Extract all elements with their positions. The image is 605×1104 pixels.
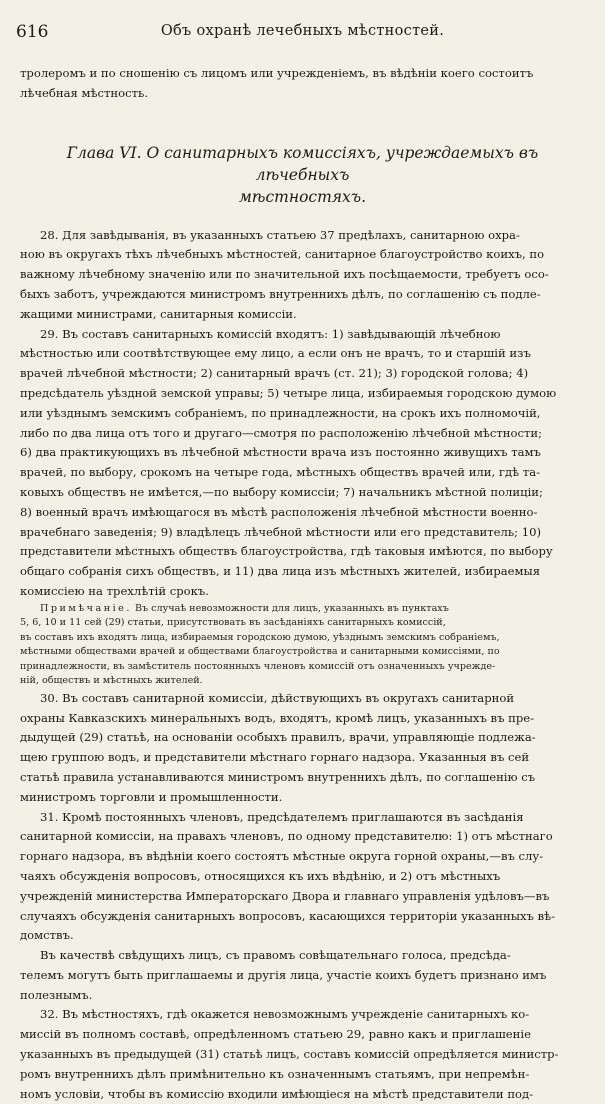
note-line: мѣстными обществами врачей и обществами благоустройства и санитарными комиссіями, по xyxy=(20,646,500,658)
paragraph-32 xyxy=(20,1005,585,1104)
text-line: Въ качествѣ свѣдущихъ лицъ, съ правомъ совѣщательнаго голоса, предсѣда- xyxy=(40,948,511,963)
text-line: 31. Кромѣ постоянныхъ членовъ, предсѣдателемъ приглашаются въ засѣданія xyxy=(40,809,524,824)
paragraph-29 xyxy=(20,325,585,602)
page-body xyxy=(20,64,585,1104)
note-line: Примѣчаніе. Въ случаѣ невозможности для лицъ, указанныхъ въ пунктахъ xyxy=(40,602,449,614)
paragraph-31 xyxy=(20,808,585,947)
text-line: комиссіею на трехлѣтій срокъ. xyxy=(20,583,209,598)
text-line: полезнымъ. xyxy=(20,987,93,1002)
note-29 xyxy=(20,602,585,689)
page-number: 616 xyxy=(16,22,49,42)
text-line: жащими министрами, санитарныя комиссіи. xyxy=(20,306,297,321)
running-title: Объ охранѣ лечебныхъ мѣстностей. xyxy=(160,23,445,39)
text-line: ковыхъ обществъ не имѣется,—по выбору комиссіи; 7) начальникъ мѣстной полиціи; xyxy=(20,484,543,499)
text-line: ною въ округахъ тѣхъ лѣчебныхъ мѣстностей, санитарное благоустройство коихъ, по xyxy=(20,247,545,262)
text-line: номъ условіи, чтобы въ комиссію входили имѣющіеся на мѣстѣ представители под- xyxy=(20,1086,534,1101)
chapter-title: Глава VI. О санитарныхъ комиссіяхъ, учреждаемыхъ въ лѣчебныхъ xyxy=(66,143,539,184)
note-line: принадлежности, въ замѣститель постоянныхъ членовъ комиссій отъ означенныхъ учрежде- xyxy=(20,660,496,672)
text-line: учрежденій министерства Императорскаго Двора и главнаго управленія удѣловъ—въ xyxy=(20,888,550,903)
text-line: или уѣзднымъ земскимъ собраніемъ, по принадлежности, на срокъ ихъ полномочій, xyxy=(20,405,541,420)
text-line: охраны Кавказскихъ минеральныхъ водъ, входятъ, кромѣ лицъ, указанныхъ въ пре- xyxy=(20,710,535,725)
text-line: врачебнаго заведенія; 9) владѣлецъ лѣчебной мѣстности или его представитель; 10) xyxy=(20,524,542,539)
text-line: врачей лѣчебной мѣстности; 2) санитарный врачъ (ст. 21); 3) городской голова; 4) xyxy=(20,366,529,381)
text-line: 30. Въ составъ санитарной комиссіи, дѣйствующихъ въ округахъ санитарной xyxy=(40,690,515,705)
chapter-title-continued: мѣстностяхъ. xyxy=(238,187,367,206)
text-line: либо по два лица отъ того и другаго—смотря по расположенію лѣчебной мѣстности; xyxy=(20,425,543,440)
text-line: щею группою водъ, и представители мѣстнаго горнаго надзора. Указанныя въ сей xyxy=(20,750,530,765)
text-line: 32. Въ мѣстностяхъ, гдѣ окажется невозможнымъ учрежденіе санитарныхъ ко- xyxy=(40,1007,530,1022)
page-header xyxy=(16,22,589,46)
text-line: случаяхъ обсужденія санитарныхъ вопросовъ, касающихся территоріи указанныхъ вѣ- xyxy=(20,908,555,923)
note-line: 5, 6, 10 и 11 сей (29) статьи, присутствовать въ засѣданіяхъ санитарныхъ комиссій, xyxy=(20,617,446,629)
note-line: въ составъ ихъ входятъ лица, избираемыя городскою думою, уѣзднымъ земскимъ собраніемъ, xyxy=(20,631,500,643)
text-line: санитарной комиссіи, на правахъ членовъ, по одному представителю: 1) отъ мѣстнаго xyxy=(20,829,553,844)
text-line: 29. Въ составъ санитарныхъ комиссій входятъ: 1) завѣдывающій лѣчебною xyxy=(40,326,501,341)
text-line: важному лѣчебному значенію или по значительной ихъ посѣщаемости, требуетъ осо- xyxy=(20,267,549,282)
paragraph-31-continued xyxy=(20,946,585,1005)
text-line: врачей, по выбору, срокомъ на четыре года, мѣстныхъ обществъ врачей или, гдѣ та- xyxy=(20,465,541,480)
text-line: телемъ могутъ быть приглашаемы и другія лица, участіе коихъ будетъ признано имъ xyxy=(20,967,547,982)
text-line: ромъ внутреннихъ дѣлъ примѣнительно къ означеннымъ статьямъ, при непремѣн- xyxy=(20,1066,530,1081)
paragraph-30 xyxy=(20,689,585,808)
text-line: дыдущей (29) статьѣ, на основаніи особыхъ правилъ, врачи, управляющіе подлежа- xyxy=(20,730,536,745)
text-line: указанныхъ въ предыдущей (31) статьѣ лицъ, составъ комиссій опредѣляется министр- xyxy=(20,1047,559,1062)
text-line: министромъ торговли и промышленности. xyxy=(20,789,283,804)
text-line: 6) два практикующихъ въ лѣчебной мѣстности врача изъ постоянно живущихъ тамъ xyxy=(20,445,541,460)
text-line: домствъ. xyxy=(20,928,74,943)
text-line: быхъ заботъ, учреждаются министромъ внутреннихъ дѣлъ, по соглашенію съ подле- xyxy=(20,286,541,301)
text-line: общаго собранія сихъ обществъ, и 11) два лица изъ мѣстныхъ жителей, избираемыя xyxy=(20,564,541,579)
text-line: представители мѣстныхъ обществъ благоустройства, гдѣ таковыя имѣются, по выбору xyxy=(20,544,553,559)
text-line: статьѣ правила устанавливаются министромъ внутреннихъ дѣлъ, по соглашенію съ xyxy=(20,769,536,784)
text-line: миссій въ полномъ составѣ, опредѣленномъ статьею 29, равно какъ и приглашеніе xyxy=(20,1027,531,1042)
paragraph-28 xyxy=(20,226,585,325)
note-label: Примѣчаніе. xyxy=(40,602,132,614)
text-line: предсѣдатель уѣздной земской управы; 5) четыре лица, избираемыя городскою думою xyxy=(20,385,557,400)
note-line: ній, обществъ и мѣстныхъ жителей. xyxy=(20,675,203,687)
text-line: лѣчебная мѣстность. xyxy=(20,85,149,100)
text-line: тролеромъ и по сношенію съ лицомъ или учрежденіемъ, въ вѣдѣніи коего состоитъ xyxy=(20,66,534,80)
text-line: горнаго надзора, въ вѣдѣніи коего состоятъ мѣстные округа горной охраны,—въ слу- xyxy=(20,849,544,864)
text-line: 8) военный врачъ имѣющагося въ мѣстѣ расположенія лѣчебной мѣстности военно- xyxy=(20,504,538,519)
text-line: мѣстностью или соотвѣтствующее ему лицо, а если онъ не врачъ, то и старшій изъ xyxy=(20,346,531,361)
text-line: чаяхъ обсужденія вопросовъ, относящихся къ ихъ вѣдѣнію, и 2) отъ мѣстныхъ xyxy=(20,868,501,883)
text-line: 28. Для завѣдыванія, въ указанныхъ статьею 37 предѣлахъ, санитарною охра- xyxy=(40,227,520,242)
